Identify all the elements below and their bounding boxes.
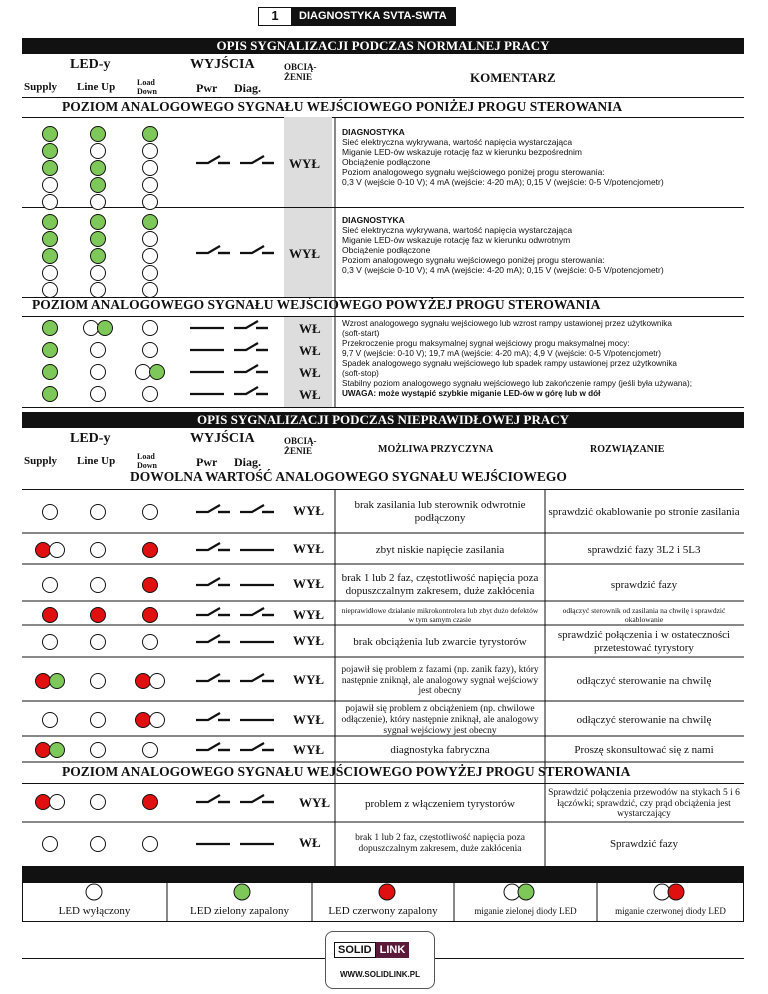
led-blink-red xyxy=(36,743,51,758)
led-green xyxy=(43,249,58,264)
fault-load-heading: OBCIĄ-ŻENIE xyxy=(284,436,317,456)
logo: SOLID LINK WWW.SOLIDLINK.PL xyxy=(325,931,435,989)
led-off xyxy=(91,343,106,358)
led-off xyxy=(91,578,106,593)
led-off xyxy=(43,505,58,520)
fault-cause: brak obciążenia lub zwarcie tyrystorów xyxy=(353,635,527,648)
fault-solution: odłączyć sterowanie na chwilę xyxy=(576,714,712,727)
led-off xyxy=(91,387,106,402)
fault2-load-state: WŁ xyxy=(299,835,321,850)
load-heading: OBCIĄ-ŻENIE xyxy=(284,62,317,82)
normal-section-above: POZIOM ANALOGOWEGO SYGNAŁU WEJŚCIOWEGO POWYŻEJ PROGU STEROWANIA xyxy=(32,297,601,312)
max-state: WŁ xyxy=(299,343,321,358)
fault-solution: odłączyć sterowanie na chwilę xyxy=(576,674,712,687)
led-green xyxy=(43,127,58,142)
block2-load-state: WYŁ xyxy=(289,246,321,261)
led-blink-red xyxy=(36,795,51,810)
led-red xyxy=(143,543,158,558)
led-off xyxy=(43,578,58,593)
led-green xyxy=(143,215,158,230)
legend-red: LED czerwony zapalony xyxy=(328,905,438,917)
fault-diag-heading: Diag. xyxy=(234,455,261,469)
led-green xyxy=(91,178,106,193)
led-green xyxy=(143,127,158,142)
fault-load-state: WYŁ xyxy=(293,576,325,591)
led-blink-green xyxy=(84,321,99,336)
fault-solution: sprawdzić okablowanie po stronie zasilania xyxy=(548,505,740,518)
outputs-heading: WYJŚCIA xyxy=(190,57,255,72)
block2-text: DIAGNOSTYKA Sieć elektryczna wykrywana, wartość napięcia wystarczająca Miganie LED-ów wskazuje rotację faz w kierunku odwrotnym Obciążenie podłączone Poziom analogowego sygnału wejściowego poniżej progu sterowania: 0,3 V (wejście 0-10 V); 4 mA (wejście: 4-20 mA); 0,15 V (wejście: 0-5 V/potencjometr) xyxy=(342,215,664,275)
loaddown-heading: Load Down xyxy=(137,78,158,96)
fault-load-state: WYŁ xyxy=(293,633,325,648)
led-off xyxy=(91,743,106,758)
led-green xyxy=(43,232,58,247)
fault-solution: sprawdzić fazy 3L2 i 5L3 xyxy=(587,543,701,556)
fault-title-bar: OPIS SYGNALIZACJI PODCZAS NIEPRAWIDŁOWEJ PRACY xyxy=(22,412,744,428)
led-red xyxy=(143,608,158,623)
block1-load-state: WYŁ xyxy=(289,156,321,171)
comment-heading: KOMENTARZ xyxy=(470,70,556,85)
fault-load-state: WYŁ xyxy=(293,606,325,622)
fault-supply-heading: Supply xyxy=(24,455,58,467)
pwr-heading: Pwr xyxy=(196,81,218,95)
led-off xyxy=(91,266,106,281)
led-off xyxy=(91,543,106,558)
fault2-solution: Sprawdzić fazy xyxy=(609,837,679,850)
led-red xyxy=(143,578,158,593)
led-off xyxy=(143,178,158,193)
led-off xyxy=(91,674,106,689)
block1-text: DIAGNOSTYKA Sieć elektryczna wykrywana, wartość napięcia wystarczająca Miganie LED-ów wskazuje rotację faz w kierunku bezpośrednim Obciążenie podłączone Poziom analogowego sygnału wejściowego poniżej progu sterowania: 0,3 V (wejście 0-10 V); 4 mA (wejście: 4-20 mA); 0,15 V (wejście: 0-5 V/potencjometr) xyxy=(342,127,664,187)
led-off xyxy=(91,195,106,210)
fault-section-any: DOWOLNA WARTOŚĆ ANALOGOWEGO SYGNAŁU WEJŚCIOWEGO xyxy=(130,469,567,484)
led-off xyxy=(143,743,158,758)
fault-pwr-heading: Pwr xyxy=(196,455,218,469)
led-green xyxy=(91,249,106,264)
led-green xyxy=(91,232,106,247)
led-off xyxy=(143,249,158,264)
fault-lineup-heading: Line Up xyxy=(77,455,116,467)
led-off xyxy=(43,837,58,852)
block3-text: Wzrost analogowego sygnału wejściowego lub wzrost rampy ustawionej przez użytkownika (soft-start) Przekroczenie progu maksymalnej sygnał wejściowy progu maksymalnej mocy: 9,7 V (wejście: 0-10 V); 19,7 mA (wejście: 4-20 mA); 4,9 V (wejście: 0-5 V/potencjometr) Spadek analogowego sygnału wejściowego lub spadek rampy ustawionej przez użytkownika (soft-stop) Stabilny poziom analogowego sygnału wejściowego lub zakończenie rampy (jeśli była używana); UWAGA: może wystąpić szybkie miganie LED-ów w górę lub w dół xyxy=(342,319,692,398)
led-off xyxy=(143,144,158,159)
led-green xyxy=(43,144,58,159)
led-off xyxy=(143,505,158,520)
fault2-solution: Sprawdzić połączenia przewodów na stykach 5 i 6 łączówki; sprawdzić, czy prąd obciążenia jest wystarczający xyxy=(548,787,740,820)
fault-section-above: POZIOM ANALOGOWEGO SYGNAŁU WEJŚCIOWEGO POWYŻEJ PROGU STEROWANIA xyxy=(62,764,631,779)
led-red xyxy=(143,795,158,810)
fault-solution: sprawdzić połączenia i w ostateczności przetestować tyrystory xyxy=(557,629,731,654)
led-off xyxy=(143,195,158,210)
led-green xyxy=(91,215,106,230)
legend-off: LED wyłączony xyxy=(58,905,131,917)
led-off xyxy=(91,837,106,852)
led-blink-red xyxy=(50,543,65,558)
fault-load-state: WYŁ xyxy=(293,541,325,556)
led-off xyxy=(91,505,106,520)
led-blink-green xyxy=(50,743,65,758)
led-off xyxy=(91,713,106,728)
fault-load-state: WYŁ xyxy=(293,741,325,757)
led-off xyxy=(143,343,158,358)
fault2-cause: brak 1 lub 2 faz, częstotliwość napięcia poza dopuszczalnym zakresem, duże zakłócenia xyxy=(355,833,525,854)
led-off xyxy=(91,795,106,810)
leds-heading: LED-y xyxy=(70,57,111,72)
fault-outputs-heading: WYJŚCIA xyxy=(190,431,255,446)
fault-solution: sprawdzić fazy xyxy=(610,578,678,591)
fault-cause: nieprawidłowe działanie mikrokontrolera lub zbyt dużo defektów w tym samym czasie xyxy=(341,605,539,624)
led-off xyxy=(43,713,58,728)
led-green xyxy=(43,365,58,380)
led-green xyxy=(91,161,106,176)
lineup-heading: Line Up xyxy=(77,81,116,93)
led-green xyxy=(43,321,58,336)
led-blink-green xyxy=(136,365,151,380)
led-blink-green xyxy=(50,674,65,689)
legend-blink-red: miganie czerwonej diody LED xyxy=(615,906,726,916)
led-red xyxy=(91,608,106,623)
led-off xyxy=(143,837,158,852)
normal-title-bar: OPIS SYGNALIZACJI PODCZAS NORMALNEJ PRACY xyxy=(22,38,744,54)
led-off xyxy=(43,195,58,210)
ramp-down-state: WŁ xyxy=(299,365,321,380)
fault-cause: brak zasilania lub sterownik odwrotnie podłączony xyxy=(354,499,526,524)
led-blink-red xyxy=(36,674,51,689)
led-green xyxy=(91,127,106,142)
led-off xyxy=(91,144,106,159)
fault-cause: diagnostyka fabryczna xyxy=(390,744,490,757)
led-green xyxy=(43,215,58,230)
led-off xyxy=(143,161,158,176)
led-off xyxy=(143,387,158,402)
legend-blink-green: miganie zielonej diody LED xyxy=(474,906,577,916)
led-off xyxy=(43,266,58,281)
fault-load-state: WYŁ xyxy=(293,672,325,687)
ramp-up-state: WŁ xyxy=(299,321,321,336)
supply-heading: Supply xyxy=(24,81,58,93)
logo-url: WWW.SOLIDLINK.PL xyxy=(340,970,420,979)
led-blink-red xyxy=(150,713,165,728)
fault-load-state: WYŁ xyxy=(293,711,325,727)
fault2-load-state: WYŁ xyxy=(299,795,331,810)
led-blink-red xyxy=(150,674,165,689)
cause-heading: MOŻLIWA PRZYCZYNA xyxy=(378,444,494,455)
led-off xyxy=(43,635,58,650)
led-blink-red xyxy=(136,674,151,689)
led-off xyxy=(143,321,158,336)
page-title: DIAGNOSTYKA SVTA-SWTA xyxy=(291,8,455,25)
led-off xyxy=(91,283,106,298)
led-green xyxy=(43,161,58,176)
fault-cause: brak 1 lub 2 faz, częstotliwość napięcia poza dopuszczalnym zakresem, duże zakłócenia xyxy=(341,572,539,597)
led-blink-red xyxy=(136,713,151,728)
led-blink-green xyxy=(150,365,165,380)
led-off xyxy=(43,178,58,193)
led-off xyxy=(143,266,158,281)
fault-cause: zbyt niskie napięcie zasilania xyxy=(375,543,505,556)
fault-cause: pojawił się problem z obciążeniem (np. chwilowe odłączenie), który następnie zniknął, ale analogowy sygnał wejściowy jest obecny xyxy=(341,704,539,736)
page-number: 1 xyxy=(259,8,291,25)
led-red xyxy=(43,608,58,623)
fault-loaddown-heading: Load Down xyxy=(137,452,158,470)
led-off xyxy=(143,635,158,650)
led-blink-red xyxy=(36,543,51,558)
fault2-cause: problem z włączeniem tyrystorów xyxy=(365,797,515,810)
legend-green: LED zielony zapalony xyxy=(190,905,289,917)
led-off xyxy=(143,283,158,298)
solution-heading: ROZWIĄZANIE xyxy=(590,444,665,455)
led-green xyxy=(43,387,58,402)
led-blink-green xyxy=(98,321,113,336)
led-green xyxy=(43,343,58,358)
led-off xyxy=(43,283,58,298)
fault-solution: odłączyć sterownik od zasilania na chwilę i sprawdzić okablowanie xyxy=(562,605,726,624)
led-off xyxy=(143,232,158,247)
diag-heading: Diag. xyxy=(234,81,261,95)
fault-cause: pojawił się problem z fazami (np. zanik fazy), który następnie zniknął, ale analogowy sygnał wejściowy jest obecny xyxy=(341,664,539,697)
led-off xyxy=(91,635,106,650)
fault-load-state: WYŁ xyxy=(293,503,325,518)
fault-solution: Proszę skonsultować się z nami xyxy=(574,744,714,757)
led-blink-red xyxy=(50,795,65,810)
led-off xyxy=(91,365,106,380)
fault-leds-heading: LED-y xyxy=(70,431,111,446)
stable-state: WŁ xyxy=(299,387,321,402)
normal-section-below: POZIOM ANALOGOWEGO SYGNAŁU WEJŚCIOWEGO PONIŻEJ PROGU STEROWANIA xyxy=(62,99,623,114)
